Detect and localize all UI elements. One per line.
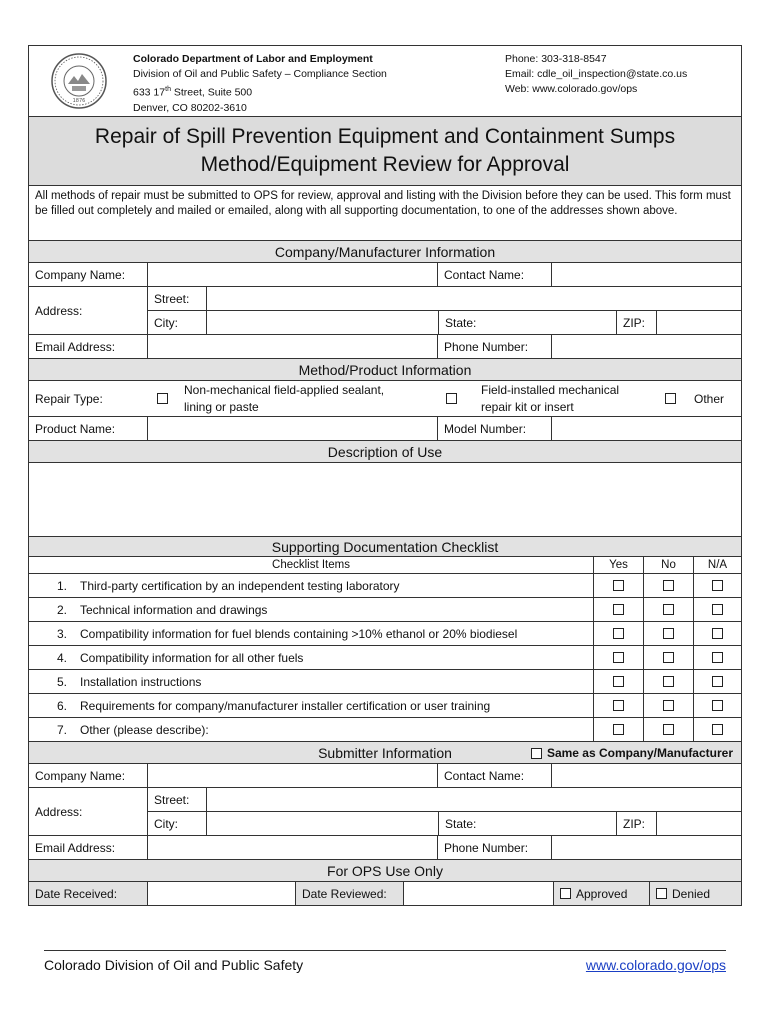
- approved-label: Approved: [576, 886, 628, 901]
- zip-label: ZIP:: [616, 311, 656, 334]
- checklist-yes-cell: [593, 646, 643, 669]
- checklist-heading-row: [29, 536, 741, 556]
- checklist-yes-cell: [593, 574, 643, 597]
- checklist-na-cell: [693, 694, 741, 717]
- option-sealant-label: [184, 382, 446, 416]
- product-row: [29, 416, 741, 440]
- state-seal: [29, 46, 129, 116]
- agency-city: Denver, CO 80202-3610: [133, 101, 247, 114]
- checklist-na-checkbox[interactable]: [712, 628, 723, 639]
- checklist-na-header: N/A: [693, 557, 741, 573]
- checklist-yes-cell: [593, 670, 643, 693]
- submitter-street-label: Street:: [154, 792, 190, 807]
- option-other-label: Other: [694, 391, 725, 406]
- checklist-yes-checkbox[interactable]: [613, 628, 624, 639]
- company-name-row: [29, 262, 741, 286]
- checklist-no-cell: [643, 718, 693, 741]
- submitter-heading-row: [29, 741, 741, 763]
- checklist-yes-checkbox[interactable]: [613, 700, 624, 711]
- checklist-no-checkbox[interactable]: [663, 652, 674, 663]
- checklist-na-checkbox[interactable]: [712, 652, 723, 663]
- repair-type-row: [29, 380, 741, 416]
- checklist-item-number: 5.: [57, 674, 68, 689]
- submitter-email-field[interactable]: [147, 836, 437, 859]
- checklist-no-checkbox[interactable]: [663, 604, 674, 615]
- checklist-yes-cell: [593, 718, 643, 741]
- checklist-row: [29, 573, 741, 597]
- same-as-company-label: Same as Company/Manufacturer: [546, 746, 733, 760]
- submitter-state-label: State:: [438, 812, 616, 835]
- date-reviewed-label: Date Reviewed:: [295, 882, 403, 905]
- checklist-item-text: Compatibility information for fuel blends containing >10% ethanol or 20% biodiesel: [80, 626, 518, 641]
- checklist-yes-checkbox[interactable]: [613, 604, 624, 615]
- submitter-company-row: [29, 763, 741, 787]
- denied-label: Denied: [672, 886, 711, 901]
- checklist-item-number: 4.: [57, 650, 68, 665]
- checklist-item-text: Compatibility information for all other fuels: [80, 650, 304, 665]
- agency-division: Division of Oil and Public Safety – Compliance Section: [133, 68, 387, 80]
- submitter-address-label: Address:: [35, 804, 83, 819]
- submitter-company-name-label: Company Name:: [35, 768, 126, 783]
- company-heading-row: [29, 240, 741, 262]
- repair-type-label: Repair Type:: [35, 391, 103, 406]
- checklist-na-cell: [693, 574, 741, 597]
- approved-checkbox[interactable]: [560, 888, 571, 899]
- checklist-no-cell: [643, 574, 693, 597]
- denied-option: [649, 882, 741, 905]
- title-row: [29, 116, 741, 185]
- submitter-phone-label: Phone Number:: [437, 836, 551, 859]
- street-field[interactable]: [206, 287, 741, 310]
- submitter-zip-field[interactable]: [656, 812, 741, 835]
- checklist-column-header-row: [29, 556, 741, 573]
- contact-name-label: Contact Name:: [437, 263, 551, 286]
- checklist-item: [29, 646, 593, 669]
- date-received-label: Date Received:: [35, 886, 118, 901]
- checklist-yes-header: Yes: [593, 557, 643, 573]
- checklist-na-cell: [693, 622, 741, 645]
- checklist-na-cell: [693, 646, 741, 669]
- street-name: Street, Suite 500: [170, 86, 253, 99]
- email-field[interactable]: [147, 335, 437, 358]
- checklist-yes-checkbox[interactable]: [613, 676, 624, 687]
- submitter-section-heading: Submitter Information: [29, 742, 741, 763]
- svg-text:1876: 1876: [72, 98, 86, 104]
- model-number-label: Model Number:: [437, 417, 551, 440]
- checklist-yes-cell: [593, 622, 643, 645]
- checklist-no-checkbox[interactable]: [663, 580, 674, 591]
- checklist-no-cell: [643, 598, 693, 621]
- company-email-row: [29, 334, 741, 358]
- checklist-no-checkbox[interactable]: [663, 724, 674, 735]
- checklist-na-checkbox[interactable]: [712, 676, 723, 687]
- checklist-item: [29, 574, 593, 597]
- submitter-contact-name-label: Contact Name:: [437, 764, 551, 787]
- checklist-row: [29, 597, 741, 621]
- city-row: [148, 310, 741, 334]
- product-name-label: Product Name:: [35, 421, 116, 436]
- date-reviewed-field[interactable]: [403, 882, 553, 905]
- description-heading-row: [29, 440, 741, 462]
- checklist-row: [29, 645, 741, 669]
- agency-phone: Phone: 303-318-8547: [505, 53, 607, 65]
- submitter-phone-field[interactable]: [551, 836, 741, 859]
- checklist-item: [29, 622, 593, 645]
- checklist-yes-checkbox[interactable]: [613, 652, 624, 663]
- submitter-city-label: City:: [154, 816, 178, 831]
- date-received-field[interactable]: [147, 882, 295, 905]
- checklist-na-checkbox[interactable]: [712, 724, 723, 735]
- checklist-item: [29, 718, 593, 741]
- description-field[interactable]: [29, 463, 741, 536]
- checklist-yes-cell: [593, 598, 643, 621]
- option-mechanical-checkbox[interactable]: [446, 393, 457, 404]
- checklist-yes-checkbox[interactable]: [613, 724, 624, 735]
- submitter-contact-name-field[interactable]: [551, 764, 741, 787]
- contact-name-field[interactable]: [551, 263, 741, 286]
- company-address-row: [29, 286, 741, 334]
- checklist-items-header: Checklist Items: [272, 559, 350, 571]
- agency-web: Web: www.colorado.gov/ops: [505, 83, 638, 95]
- checklist-item: [29, 670, 593, 693]
- option-mechanical-line-1: Field-installed mechanical: [481, 382, 620, 397]
- method-section-heading: Method/Product Information: [29, 359, 741, 380]
- agency-address: [129, 46, 499, 116]
- product-name-field[interactable]: [147, 417, 437, 440]
- checklist-no-header: No: [643, 557, 693, 573]
- checklist-na-cell: [693, 670, 741, 693]
- checklist-na-cell: [693, 718, 741, 741]
- address-block: [147, 287, 741, 334]
- company-section-heading: Company/Manufacturer Information: [29, 241, 741, 262]
- checklist-item-text: Requirements for company/manufacturer installer certification or user training: [80, 698, 491, 713]
- option-sealant-line-1: Non-mechanical field-applied sealant,: [184, 382, 385, 397]
- agency-name: Colorado Department of Labor and Employment: [133, 53, 373, 65]
- checklist-no-cell: [643, 646, 693, 669]
- city-field[interactable]: [206, 311, 438, 334]
- footer-link[interactable]: www.colorado.gov/ops: [585, 957, 726, 973]
- model-number-field[interactable]: [551, 417, 741, 440]
- checklist-rows: [29, 573, 741, 741]
- email-label: Email Address:: [35, 339, 116, 354]
- checklist-no-checkbox[interactable]: [663, 676, 674, 687]
- submitter-address-block: [147, 788, 741, 835]
- submitter-email-label: Email Address:: [35, 840, 116, 855]
- checklist-item-text: Third-party certification by an independent testing laboratory: [80, 578, 400, 593]
- checklist-row: [29, 621, 741, 645]
- description-section-heading: Description of Use: [29, 441, 741, 462]
- option-other-checkbox[interactable]: [665, 393, 676, 404]
- checklist-item-number: 2.: [57, 602, 68, 617]
- checklist-item-text: Other (please describe):: [80, 722, 209, 737]
- checklist-item-number: 1.: [57, 578, 68, 593]
- checklist-no-cell: [643, 670, 693, 693]
- description-row: [29, 462, 741, 536]
- ops-heading-row: [29, 859, 741, 881]
- company-name-field[interactable]: [147, 263, 437, 286]
- checklist-row: [29, 693, 741, 717]
- option-sealant-checkbox[interactable]: [157, 393, 168, 404]
- submitter-city-row: [148, 811, 741, 835]
- submitter-street-row: [148, 788, 741, 811]
- submitter-city-field[interactable]: [206, 812, 438, 835]
- checklist-item: [29, 598, 593, 621]
- submitter-company-name-field[interactable]: [147, 764, 437, 787]
- checklist-no-checkbox[interactable]: [663, 628, 674, 639]
- form-title: [29, 117, 741, 185]
- page-footer: [44, 950, 726, 973]
- checklist-no-cell: [643, 622, 693, 645]
- checklist-row: [29, 717, 741, 741]
- option-sealant-line-2: lining or paste: [184, 399, 259, 414]
- submitter-street-field[interactable]: [206, 788, 741, 811]
- street-row: [148, 287, 741, 310]
- zip-field[interactable]: [656, 311, 741, 334]
- method-heading-row: [29, 358, 741, 380]
- agency-email: Email: cdle_oil_inspection@state.co.us: [505, 68, 688, 80]
- checklist-item: [29, 694, 593, 717]
- checklist-na-checkbox[interactable]: [712, 700, 723, 711]
- option-mechanical-line-2: repair kit or insert: [481, 399, 574, 414]
- checklist-item-text: Installation instructions: [80, 674, 202, 689]
- footer-agency: Colorado Division of Oil and Public Safety: [44, 957, 304, 973]
- denied-checkbox[interactable]: [656, 888, 667, 899]
- checklist-na-checkbox[interactable]: [712, 580, 723, 591]
- colorado-seal-icon: [50, 52, 108, 110]
- street-label: Street:: [154, 291, 190, 306]
- checklist-section-heading: Supporting Documentation Checklist: [29, 537, 741, 556]
- checklist-item-number: 3.: [57, 626, 68, 641]
- agency-contact: [499, 46, 693, 116]
- form-header: [29, 46, 741, 116]
- intro-text: All methods of repair must be submitted to OPS for review, approval and listing with the Division before they can be used. This form must be filled out completely and mailed or emailed, along with all supporting documentation, to one of the addresses shown above.: [35, 190, 731, 217]
- submitter-zip-label: ZIP:: [616, 812, 656, 835]
- checklist-item-number: 7.: [57, 722, 68, 737]
- checklist-na-cell: [693, 598, 741, 621]
- checklist-item-text: Technical information and drawings: [80, 602, 268, 617]
- checklist-na-checkbox[interactable]: [712, 604, 723, 615]
- address-label: Address:: [35, 303, 83, 318]
- application-form: [28, 45, 742, 906]
- same-as-company-option: [531, 746, 733, 760]
- same-as-company-checkbox[interactable]: [531, 748, 542, 759]
- state-label: State:: [438, 311, 616, 334]
- company-name-label: Company Name:: [35, 267, 126, 282]
- ops-section-heading: For OPS Use Only: [29, 860, 741, 881]
- title-line-1: Repair of Spill Prevention Equipment and Containment Sumps: [94, 125, 676, 148]
- repair-type-options: [147, 381, 741, 416]
- checklist-item-number: 6.: [57, 698, 68, 713]
- street-number: 633 17: [133, 86, 166, 99]
- submitter-email-row: [29, 835, 741, 859]
- checklist-no-cell: [643, 694, 693, 717]
- agency-street: [133, 82, 493, 101]
- checklist-yes-checkbox[interactable]: [613, 580, 624, 591]
- title-line-2: Method/Equipment Review for Approval: [200, 153, 570, 176]
- checklist-no-checkbox[interactable]: [663, 700, 674, 711]
- ops-row: [29, 881, 741, 905]
- approved-option: [553, 882, 649, 905]
- street-suffix: th: [165, 86, 171, 93]
- phone-label: Phone Number:: [437, 335, 551, 358]
- checklist-row: [29, 669, 741, 693]
- city-label: City:: [154, 315, 178, 330]
- phone-field[interactable]: [551, 335, 741, 358]
- submitter-address-row: [29, 787, 741, 835]
- intro-row: [29, 185, 741, 240]
- option-mechanical-label: [481, 382, 665, 416]
- checklist-yes-cell: [593, 694, 643, 717]
